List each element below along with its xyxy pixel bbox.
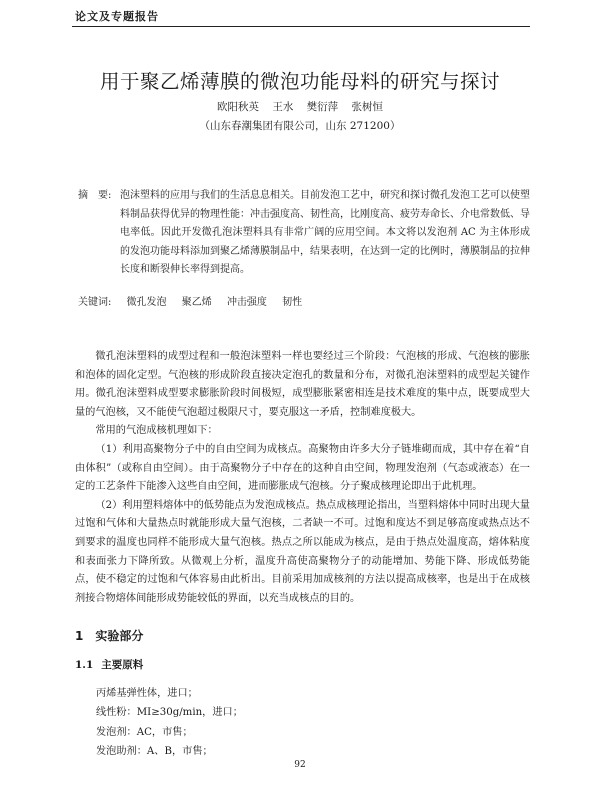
page-number: 92 (294, 760, 306, 770)
header-rule (72, 26, 530, 27)
body-text (75, 348, 530, 608)
keywords-label: 关键词: (78, 297, 112, 308)
materials-list (96, 684, 243, 761)
keyword: 微孔发泡 (126, 297, 167, 308)
body-paragraph: （1）利用高聚物分子中的自由空间为成核点。高聚物由许多大分子链堆砌而成，其中存在着“自由体积”（或称自由空间）。由于高聚物分子中存在的这种自由空间，物理发泡剂（气态或液态）在一定的工艺条件下能渗入这些自由空间，进而膨胀成气泡核。分子聚成核理论即出于此机理。 (75, 443, 530, 493)
body-paragraph: 微孔泡沫塑料的成型过程和一般泡沫塑料一样也要经过三个阶段：气泡核的形成、气泡核的膨胀和泡体的固化定型。气泡核的形成阶段直接决定泡孔的数量和分布，对微孔泡沫塑料的成型起关键作用。微孔泡沫塑料成型要求膨胀阶段时间极短，成型膨胀紧密相连是技术难度的集中点，既要成型大量的气泡核，又不能使气泡超过极限尺寸，要克服这一矛盾，控制难度极大。 (75, 351, 530, 418)
abstract-label: 摘 要: (78, 190, 112, 201)
subsection-title: 主要原料 (101, 659, 144, 671)
keyword: 冲击强度 (226, 297, 267, 308)
keyword: 韧性 (282, 297, 303, 308)
abstract-text: 泡沫塑料的应用与我们的生活息息相关。目前发泡工艺中，研究和探讨微孔发泡工艺可以使塑料制品获得优异的物理性能：冲击强度高、韧性高，比刚度高、疲劳寿命长、介电常数低、导电率低。因此开发微孔泡沫塑料具有非常广阔的应用空间。本文将以发泡剂 AC 为主体形成的发泡功能母料添加到聚乙烯薄膜制品中，结果表明，在达到一定的比例时，薄膜制品的拉伸长度和断裂伸长率得到提高。 (120, 190, 530, 275)
body-paragraph: （2）利用塑料熔体中的低势能点为发泡成核点。热点成核理论指出，当塑料熔体中同时出现大量过饱和气体和大量热点时就能形成大量气泡核，二者缺一不可。过饱和度达不到足够高度或热点达不到要求的温度也同样不能形成大量气泡核。热点之所以能成为核点，是由于热点处温度高，熔体粘度和表面张力下降所致。从微观上分析，温度升高使高聚物分子的动能增加、势能下降、形成低势能点，使不稳定的过饱和气体容易由此析出。目前采用加成核剂的方法以提高成核率，也是出于在成核剂接合物熔体间能形成势能较低的界面，以充当成核点的目的。 (75, 499, 530, 604)
abstract (78, 187, 530, 280)
list-item: 丙烯基弹性体，进口； (96, 688, 198, 699)
section-heading (75, 627, 143, 644)
affiliation: （山东春潮集团有限公司，山东 271200） (199, 120, 401, 132)
author: 王水 (272, 101, 294, 113)
keyword: 聚乙烯 (181, 297, 212, 308)
author: 张树恒 (351, 101, 384, 113)
author: 欧阳秋英 (216, 101, 259, 113)
subsection-number: 1.1 (75, 659, 94, 671)
section-number: 1 (75, 629, 84, 643)
paper-title: 用于聚乙烯薄膜的微泡功能母料的研究与探讨 (99, 70, 500, 93)
author: 樊衍萍 (306, 101, 339, 113)
list-item: 发泡助剂：A、B，市售； (96, 745, 213, 757)
keywords (78, 294, 530, 312)
section-title: 实验部分 (95, 629, 144, 643)
body-paragraph: 常用的气泡成核机理如下： (95, 425, 218, 437)
author-list (0, 99, 600, 114)
journal-section-label: 论文及专题报告 (75, 10, 159, 23)
subsection-heading (75, 657, 143, 672)
list-item: 线性粉：MI≥30g/min，进口； (96, 707, 243, 719)
list-item: 发泡剂：AC，市售； (96, 726, 193, 738)
